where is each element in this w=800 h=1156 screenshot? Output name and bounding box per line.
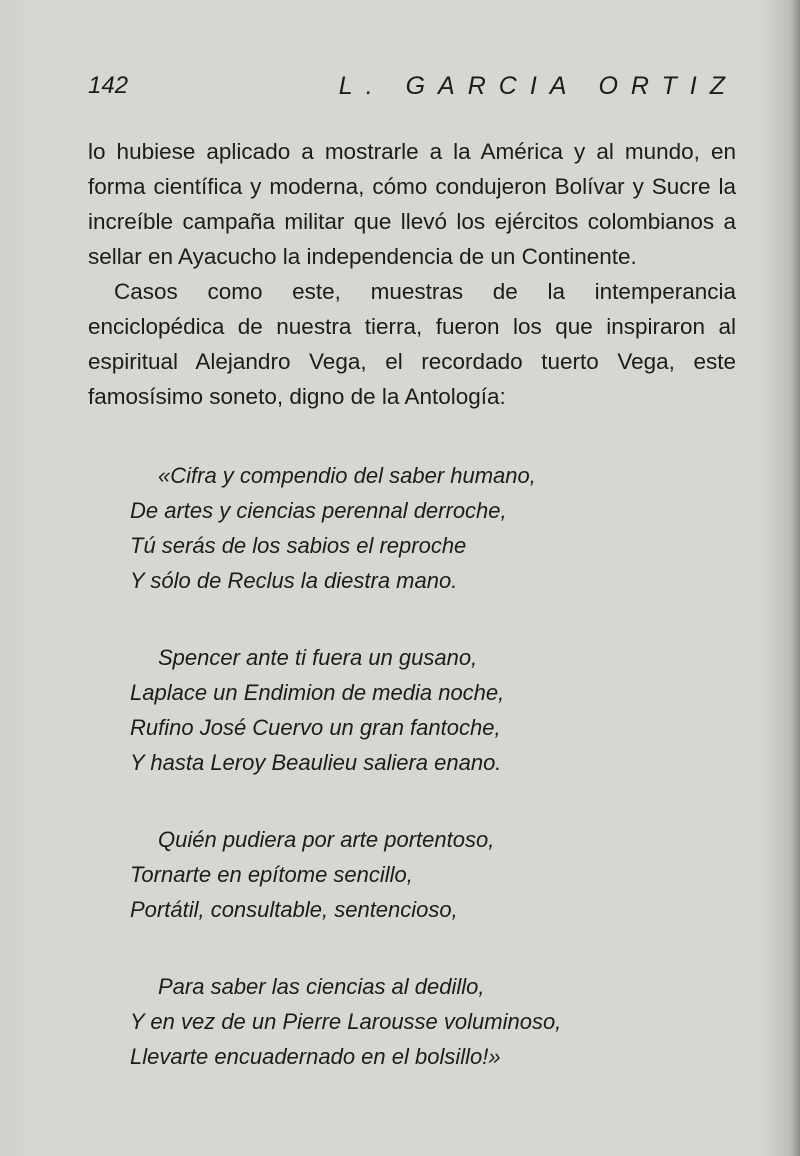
paragraph: Casos como este, muestras de la intemperancia enciclopédica de nuestra tierra, fueron los que inspiraron al espiritual Alejandro Vega, el recordado tuerto Vega, este famosísimo soneto, digno de la Antología: <box>88 279 736 409</box>
verse-line: Y en vez de un Pierre Larousse voluminoso, <box>130 1009 562 1034</box>
verse-line: Tú serás de los sabios el reproche <box>130 533 467 558</box>
verse-line: Spencer ante ti fuera un gusano, <box>158 645 478 670</box>
page-header <box>88 72 738 112</box>
verse-line: Llevarte encuadernado en el bolsillo!» <box>130 1044 501 1069</box>
verse-line: Rufino José Cuervo un gran fantoche, <box>130 715 501 740</box>
stanza <box>130 640 750 780</box>
verse-line: Laplace un Endimion de media noche, <box>130 680 505 705</box>
verse-line: Portátil, consultable, sentencioso, <box>130 897 458 922</box>
verse-line: Y sólo de Reclus la diestra mano. <box>130 568 458 593</box>
stanza <box>130 458 750 598</box>
prose-body <box>88 134 736 414</box>
stanza <box>130 969 750 1074</box>
page-number: 142 <box>88 72 129 99</box>
verse-line: Y hasta Leroy Beaulieu saliera enano. <box>130 750 502 775</box>
stanza <box>130 822 750 927</box>
verse-line: Quién pudiera por arte portentoso, <box>158 827 495 852</box>
running-head: L. GARCIA ORTIZ <box>338 72 738 100</box>
verse-line: De artes y ciencias perennal derroche, <box>130 498 507 523</box>
sonnet <box>130 458 750 1074</box>
verse-line: Para saber las ciencias al dedillo, <box>158 974 485 999</box>
paragraph: lo hubiese aplicado a mostrarle a la América y al mundo, en forma científica y moderna, cómo condujeron Bolívar y Sucre la increíble campaña militar que llevó los ejércitos colombianos a sellar en Ayacucho la independencia de un Continente. <box>88 139 736 269</box>
verse-line: Tornarte en epítome sencillo, <box>130 862 413 887</box>
verse-line: «Cifra y compendio del saber humano, <box>158 463 536 488</box>
